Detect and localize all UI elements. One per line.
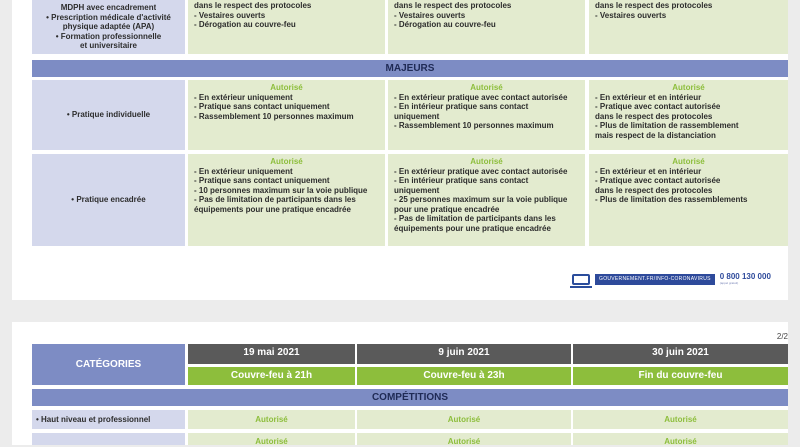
rule-line: - Plus de limitation des rassemblements bbox=[595, 195, 748, 204]
category-pratique-individuelle bbox=[32, 80, 185, 150]
rule-line: - En extérieur uniquement bbox=[194, 166, 293, 176]
date-header-30-juin: 30 juin 2021 bbox=[573, 344, 788, 364]
individuelle-col1 bbox=[188, 80, 385, 150]
rule-line: équipements pour une pratique encadrée bbox=[194, 204, 351, 214]
rule-line: dans le respect des protocoles bbox=[595, 1, 713, 10]
rule-line: dans le respect des protocoles bbox=[595, 111, 713, 121]
top-row-col2 bbox=[388, 0, 585, 54]
rule-line: - Plus de limitation de rassemblement bbox=[595, 121, 739, 130]
encadree-col2 bbox=[388, 154, 585, 246]
rule-line: - Vestaires ouverts bbox=[394, 10, 466, 20]
rule-line: - Rassemblement 10 personnes maximum bbox=[394, 121, 554, 130]
phone-number: 0 800 130 000 bbox=[719, 272, 771, 281]
rule-line: - Pratique sans contact uniquement bbox=[194, 176, 330, 185]
page-number: 2/2 bbox=[776, 332, 788, 341]
rule-line: - Pas de limitation de participants dans les bbox=[194, 195, 356, 204]
date-header-9-juin: 9 juin 2021 bbox=[357, 344, 571, 364]
categories-label: CATÉGORIES bbox=[75, 358, 142, 370]
category-label: • Pratique individuelle bbox=[66, 110, 151, 120]
status-authorized: Autorisé bbox=[270, 157, 303, 166]
haut-niveau-col3: Autorisé bbox=[573, 410, 788, 429]
category-line: • Prescription médicale d'activité bbox=[46, 12, 171, 22]
document-page-2 bbox=[12, 322, 788, 445]
haut-niveau-col1: Autorisé bbox=[188, 410, 355, 429]
majeurs-band: MAJEURS bbox=[32, 60, 788, 77]
rule-line: - Dérogation au couvre-feu bbox=[194, 20, 296, 29]
rule-line: - Vestaires ouverts bbox=[595, 10, 667, 20]
rule-line: - En extérieur et en intérieur bbox=[595, 92, 702, 102]
phone-subtext: (appel gratuit) bbox=[719, 281, 739, 285]
category-line: MDPH avec encadrement bbox=[60, 3, 157, 13]
partial-row-col3: Autorisé bbox=[573, 433, 788, 445]
category-line: physique adaptée (APA) bbox=[62, 22, 155, 32]
rule-line: - Dérogation au couvre-feu bbox=[394, 20, 496, 29]
rule-line: uniquement bbox=[394, 185, 440, 195]
category-label: • Pratique encadrée bbox=[71, 195, 146, 205]
hotline-number bbox=[720, 273, 771, 285]
laptop-icon bbox=[572, 274, 590, 285]
top-row-col3 bbox=[589, 0, 788, 54]
rule-line: - En extérieur uniquement bbox=[194, 92, 293, 102]
rule-line: - En intérieur pratique sans contact bbox=[394, 176, 529, 185]
rule-line: - Pratique avec contact autorisée bbox=[595, 102, 721, 111]
rule-line: - En extérieur pratique avec contact autorisée bbox=[394, 92, 568, 102]
rule-line: - En intérieur pratique sans contact bbox=[394, 102, 529, 111]
category-partial-row bbox=[32, 433, 185, 445]
rule-line: - En extérieur et en intérieur bbox=[595, 166, 702, 176]
category-haut-niveau bbox=[32, 410, 185, 429]
category-line: • Formation professionnelle bbox=[55, 31, 162, 41]
date-header-19-mai: 19 mai 2021 bbox=[188, 344, 355, 364]
rule-line: - Pas de limitation de participants dans les bbox=[394, 214, 556, 223]
partial-row-col1: Autorisé bbox=[188, 433, 355, 445]
curfew-23h: Couvre-feu à 23h bbox=[357, 367, 571, 385]
document-page-1 bbox=[12, 0, 788, 300]
rule-line: - 10 personnes maximum sur la voie publique bbox=[194, 185, 368, 195]
rule-line: - 25 personnes maximum sur la voie publique bbox=[394, 195, 568, 204]
rule-line: mais respect de la distanciation bbox=[595, 130, 716, 140]
status-authorized: Autorisé bbox=[672, 83, 705, 92]
rule-line: - Pratique sans contact uniquement bbox=[194, 102, 330, 111]
rule-line: dans le respect des protocoles bbox=[595, 185, 713, 195]
curfew-end: Fin du couvre-feu bbox=[573, 367, 788, 385]
competitions-band: COMPÉTITIONS bbox=[32, 389, 788, 406]
status-authorized: Autorisé bbox=[470, 157, 503, 166]
rule-line: - Rassemblement 10 personnes maximum bbox=[194, 111, 354, 121]
status-authorized: Autorisé bbox=[270, 83, 303, 92]
partial-row-col2: Autorisé bbox=[357, 433, 571, 445]
rule-line: pour une pratique encadrée bbox=[394, 204, 500, 214]
category-apa-cell bbox=[32, 0, 185, 54]
top-row-col1 bbox=[188, 0, 385, 54]
categories-header bbox=[32, 344, 185, 385]
rule-line: - Vestaires ouverts bbox=[194, 10, 266, 20]
individuelle-col3 bbox=[589, 80, 788, 150]
rule-line: uniquement bbox=[394, 111, 440, 121]
category-line: et universitaire bbox=[80, 41, 137, 51]
individuelle-col2 bbox=[388, 80, 585, 150]
encadree-col3 bbox=[589, 154, 788, 246]
curfew-21h: Couvre-feu à 21h bbox=[188, 367, 355, 385]
status-authorized: Autorisé bbox=[672, 157, 705, 166]
haut-niveau-col2: Autorisé bbox=[357, 410, 571, 429]
rule-line: - En extérieur pratique avec contact autorisée bbox=[394, 166, 568, 176]
rule-line: équipements pour une pratique encadrée bbox=[394, 223, 551, 233]
gouvernement-badge: GOUVERNEMENT.FR/INFO-CORONAVIRUS bbox=[595, 274, 715, 285]
rule-line: - Pratique avec contact autorisée bbox=[595, 176, 721, 185]
rule-line: dans le respect des protocoles bbox=[394, 1, 512, 10]
rule-line: dans le respect des protocoles bbox=[194, 1, 312, 10]
encadree-col1 bbox=[188, 154, 385, 246]
category-pratique-encadree bbox=[32, 154, 185, 246]
status-authorized: Autorisé bbox=[470, 83, 503, 92]
category-label: • Haut niveau et professionnel bbox=[36, 414, 151, 424]
gouvernement-footer bbox=[572, 273, 771, 285]
